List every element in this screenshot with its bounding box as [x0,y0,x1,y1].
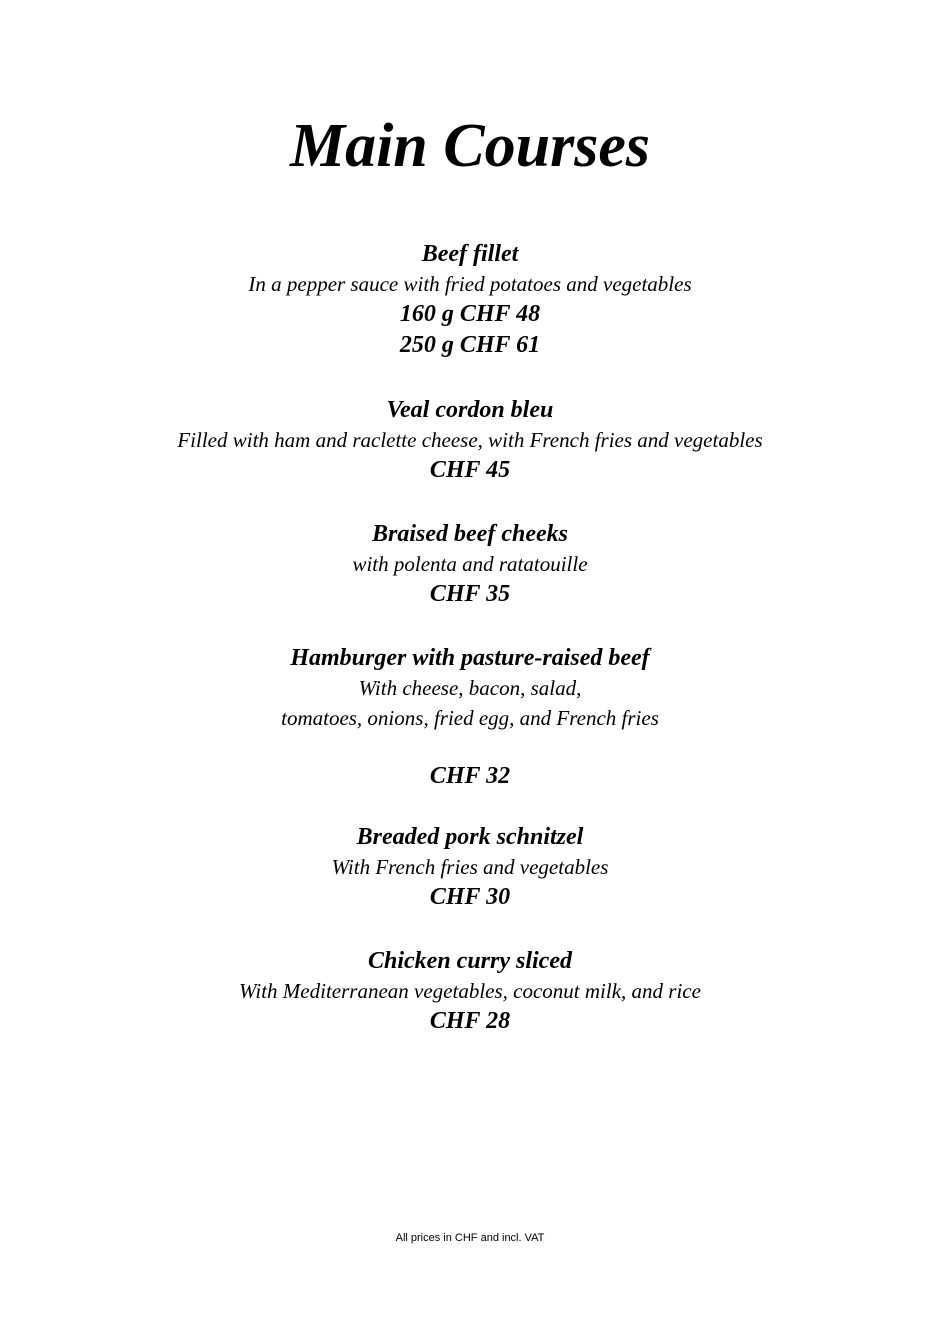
footer-note: All prices in CHF and incl. VAT [395,1232,545,1244]
item-description: Filled with ham and raclette cheese, with French fries and vegetables [177,428,763,452]
item-description: tomatoes, onions, fried egg, and French fries [281,706,659,730]
menu-item-breaded-pork-schnitzel [0,822,940,913]
item-name: Veal cordon bleu [386,397,554,423]
item-description: With French fries and vegetables [331,855,609,879]
menu-item-hamburger [0,643,940,792]
menu-item-beef-fillet [0,239,940,361]
menu-item-braised-beef-cheeks [0,519,940,610]
item-name: Braised beef cheeks [372,521,568,547]
page-title: Main Courses [289,112,651,180]
spacer [0,733,940,761]
menu-item-chicken-curry [0,946,940,1037]
item-price: CHF 30 [429,884,511,910]
item-name: Beef fillet [421,241,519,267]
item-name: Hamburger with pasture-raised beef [290,645,650,671]
item-price: 160 g CHF 48 [399,301,541,327]
item-description: With cheese, bacon, salad, [358,676,582,700]
item-name: Breaded pork schnitzel [356,824,584,850]
menu-item-veal-cordon-bleu [0,395,940,486]
item-description: In a pepper sauce with fried potatoes and vegetables [248,272,692,296]
item-description: With Mediterranean vegetables, coconut milk, and rice [239,979,701,1003]
item-description: with polenta and ratatouille [352,552,588,576]
item-price: CHF 45 [429,457,511,483]
item-name: Chicken curry sliced [368,948,572,974]
item-price: 250 g CHF 61 [399,332,541,358]
item-price: CHF 32 [429,763,511,789]
item-price: CHF 28 [429,1008,511,1034]
item-price: CHF 35 [429,581,511,607]
